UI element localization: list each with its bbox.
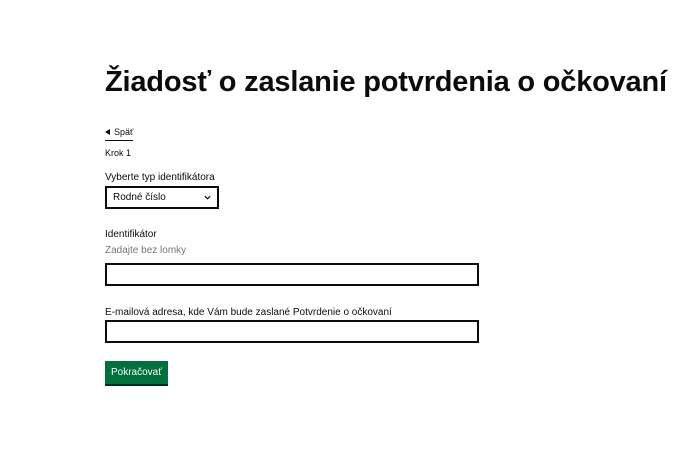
identifier-input[interactable]	[105, 263, 479, 286]
id-type-label: Vyberte typ identifikátora	[105, 172, 215, 183]
identifier-hint: Zadajte bez lomky	[105, 245, 187, 256]
back-link-label: Späť	[114, 127, 134, 137]
continue-button[interactable]: Pokračovať	[105, 361, 168, 384]
back-link[interactable]	[105, 125, 133, 141]
step-indicator: Krok 1	[105, 148, 132, 158]
page-title: Žiadosť o zaslanie potvrdenia o očkovaní	[105, 66, 667, 98]
identifier-label: Identifikátor	[105, 229, 157, 240]
chevron-down-icon	[203, 193, 212, 202]
email-label: E-mailová adresa, kde Vám bude zaslané Potvrdenie o očkovaní	[105, 307, 392, 318]
id-type-selected-value: Rodné číslo	[113, 192, 166, 203]
id-type-select[interactable]	[105, 186, 219, 209]
email-input[interactable]	[105, 320, 479, 343]
triangle-left-icon	[105, 129, 110, 135]
